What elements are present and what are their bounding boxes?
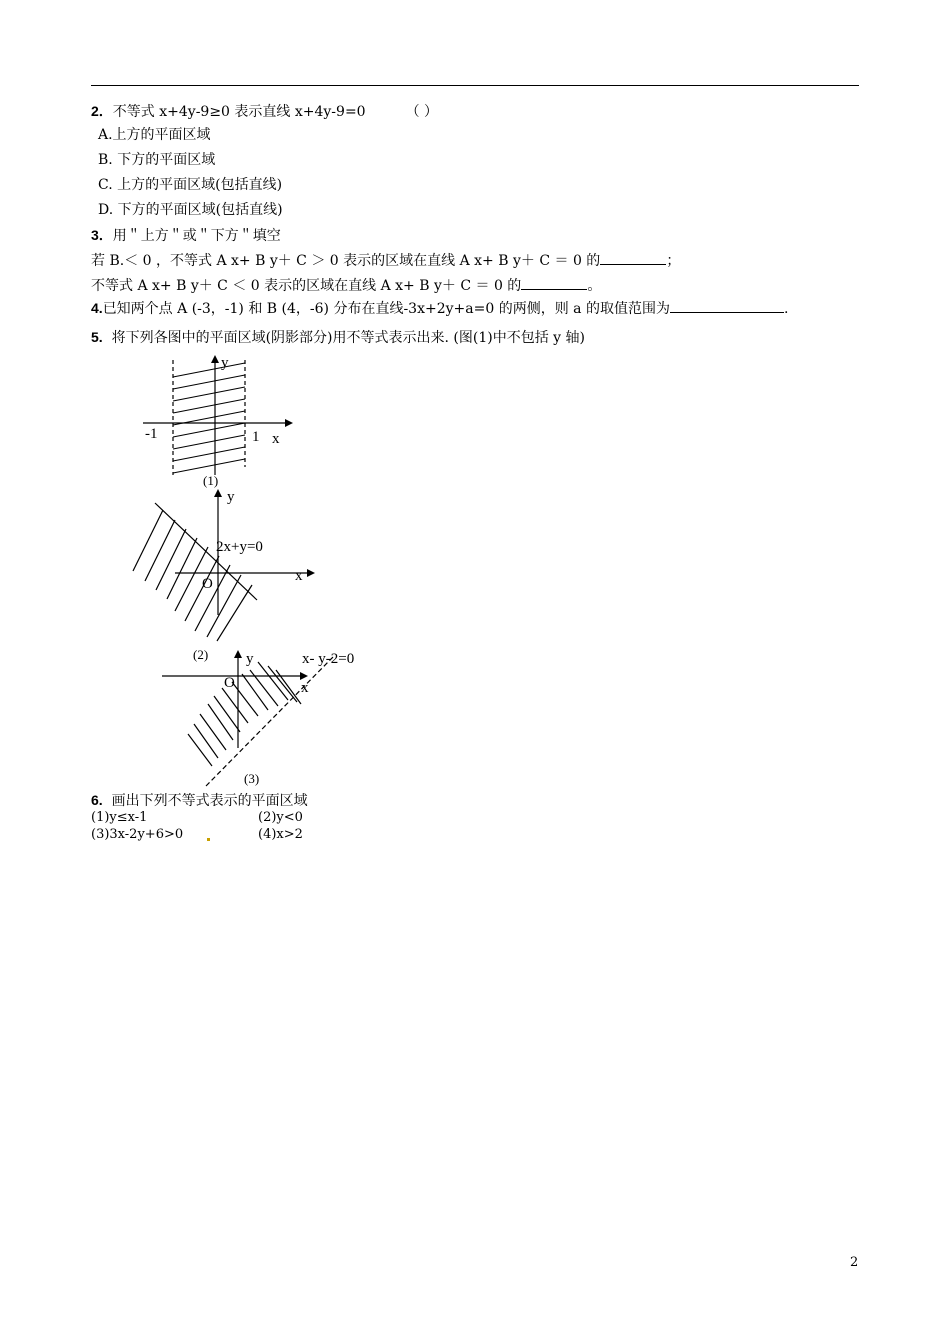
question-2-stem	[91, 102, 438, 121]
figure-1-x-arrow	[285, 419, 293, 427]
figure-1-right-tick: 1	[252, 429, 260, 445]
question-6-item-2: (2)y<0	[258, 810, 303, 825]
question-6	[91, 791, 308, 810]
question-3-line-2-end: 。	[587, 278, 602, 294]
figure-2-origin: O	[202, 576, 213, 592]
question-4	[91, 298, 788, 318]
figure-3-y-arrow	[234, 650, 242, 658]
question-2-number: 2．	[91, 103, 113, 119]
question-6-item-1: (1)y≤x-1	[91, 810, 148, 825]
question-3-stem	[91, 226, 281, 245]
figure-2	[125, 485, 325, 660]
figure-3-x-arrow	[300, 672, 308, 680]
figure-3-caption: (3)	[244, 771, 260, 786]
stray-dot	[207, 838, 210, 841]
figure-2-hatching	[133, 510, 252, 641]
question-6-text: 画出下列不等式表示的平面区域	[111, 793, 308, 809]
question-3-line-2-text: 不等式 A x+ B y＋ C ＜ 0 表示的区域在直线 A x+ B y＋ C ＝ 0 的	[91, 278, 522, 294]
figure-3-x-label: x	[301, 680, 309, 696]
figure-3-line-label: x- y-2=0	[302, 651, 355, 667]
figure-1-hatching	[173, 363, 245, 473]
figure-2-x-label: x	[295, 568, 303, 584]
figure-2-y-arrow	[214, 489, 222, 497]
answer-blank-1[interactable]	[600, 250, 666, 265]
figure-3-origin: O	[224, 675, 235, 691]
option-d: D. 下方的平面区域(包括直线)	[98, 202, 283, 218]
answer-blank-3[interactable]	[670, 298, 784, 313]
question-5-text: 将下列各图中的平面区域(阴影部分)用不等式表示出来. (图(1)中不包括 y 轴)	[111, 330, 585, 346]
figure-1-y-arrow	[211, 355, 219, 363]
option-b: B. 下方的平面区域	[98, 152, 216, 168]
question-5-number: 5.	[91, 329, 103, 345]
question-3-line-1	[91, 250, 680, 270]
figure-2-caption: (2)	[193, 647, 209, 662]
answer-blank-2[interactable]	[521, 275, 587, 290]
question-2-text: 不等式 x+4y-9≥0 表示直线 x+4y-9=0	[112, 104, 366, 120]
option-c: C. 上方的平面区域(包括直线)	[98, 177, 283, 193]
figure-1-caption: (1)	[203, 473, 219, 488]
figure-1-x-label: x	[272, 431, 280, 447]
question-3-line-2	[91, 275, 601, 295]
question-5	[91, 328, 585, 347]
option-a: A.上方的平面区域	[98, 127, 211, 143]
question-6-item-3: (3)3x-2y+6>0	[91, 827, 184, 842]
question-4-end: .	[783, 301, 789, 317]
question-4-number: 4.	[91, 300, 103, 316]
figure-3-y-label: y	[246, 651, 254, 667]
figure-2-y-label: y	[227, 489, 235, 505]
question-3-line-1-end: ；	[666, 253, 681, 269]
question-6-item-4: (4)x>2	[258, 827, 303, 842]
page-number: 2	[850, 1255, 859, 1270]
header-rule	[91, 85, 859, 86]
figure-3-hatching	[188, 662, 301, 766]
question-3-text: 用＂上方＂或＂下方＂填空	[112, 228, 281, 244]
question-2-paren: （ ）	[405, 104, 439, 120]
question-3-line-1-text: 若 B.＜ 0 ，不等式 A x+ B y＋ C ＞ 0 表示的区域在直线 A x+ B y＋ C ＝ 0 的	[91, 253, 601, 269]
question-4-text: 已知两个点 A (-3，-1) 和 B (4，-6) 分布在直线-3x+2y+a=0 的两侧，则 a 的取值范围为	[102, 301, 670, 317]
question-6-number: 6.	[91, 792, 103, 808]
figure-2-line-label: 2x+y=0	[216, 539, 263, 555]
figure-1-y-label: y	[221, 355, 229, 371]
question-3-number: 3．	[91, 227, 113, 243]
figure-1-left-tick: -1	[145, 426, 158, 442]
figure-1	[135, 355, 295, 488]
figure-3	[160, 648, 380, 788]
figure-2-x-arrow	[307, 569, 315, 577]
